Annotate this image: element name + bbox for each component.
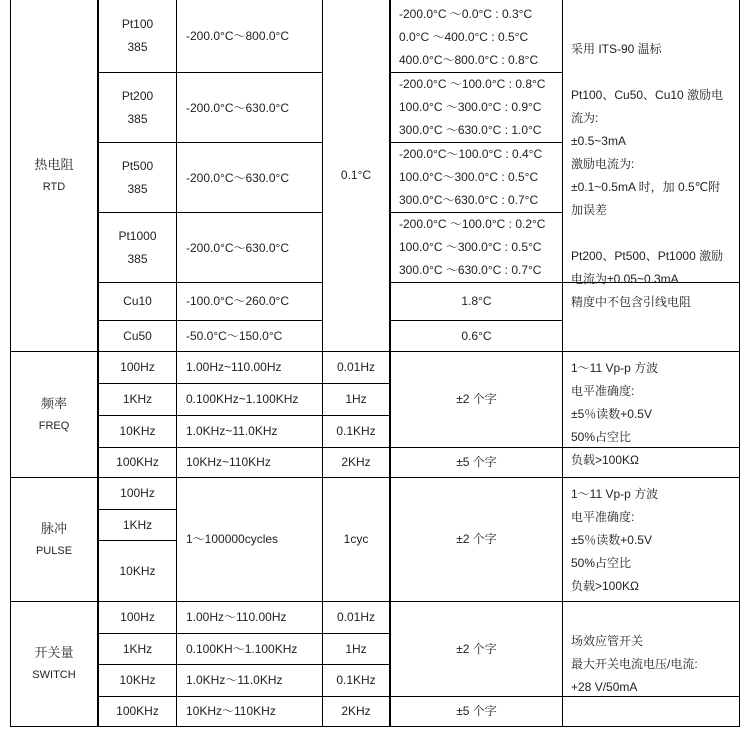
accuracy-line: 0.0°C ～400.0°C : 0.5°C xyxy=(399,30,529,44)
accuracy-line: 100.0°C ～300.0°C : 0.5°C xyxy=(399,240,542,254)
switch-range: 0.100KH～1.100KHz xyxy=(186,641,298,656)
rtd-type-cell xyxy=(99,155,176,201)
switch-resolution: 0.1KHz xyxy=(336,673,376,687)
category-name-en: FREQ xyxy=(38,419,70,432)
note-line: ±5％读数+0.5V xyxy=(571,533,652,547)
rtd-type-name: Pt1000 xyxy=(118,229,157,243)
freq-resolution: 0.01Hz xyxy=(336,360,376,374)
switch-accuracy: ±2 个字 xyxy=(456,641,497,656)
freq-accuracy: ±5 个字 xyxy=(456,455,497,469)
freq-type: 100Hz xyxy=(120,360,155,374)
pulse-note xyxy=(571,483,737,599)
category-rtd xyxy=(11,0,97,351)
rtd-range-cell: -200.0°C～630.0°C xyxy=(186,170,289,185)
note-line: 场效应管开关 xyxy=(571,633,644,648)
rtd-type-alpha: 385 xyxy=(127,40,148,54)
rtd-accuracy-cell xyxy=(399,3,562,72)
rtd-resolution: 0.1°C xyxy=(340,168,372,182)
rtd-type-name: Pt200 xyxy=(121,89,154,103)
rtd-range-cell: -200.0°C～800.0°C xyxy=(186,28,289,43)
category-name-en: SWITCH xyxy=(32,669,76,681)
rtd-type-alpha: 385 xyxy=(127,252,148,266)
rtd-note xyxy=(571,38,737,318)
note-line: ±0.5~3mA xyxy=(571,134,626,148)
note-line: 1～11 Vp-p 方波 xyxy=(571,487,659,501)
category-name-cn: 热电阻 xyxy=(34,156,74,172)
note-line: 最大开关电流电压/电流: xyxy=(571,656,698,671)
pulse-range: 1～100000cycles xyxy=(186,532,279,546)
rtd-accuracy-cell xyxy=(399,213,562,282)
category-name-cn: 频率 xyxy=(40,395,67,411)
switch-type: 100KHz xyxy=(116,704,159,718)
pulse-type: 100Hz xyxy=(120,486,155,500)
switch-resolution: 0.01Hz xyxy=(336,610,376,624)
rtd-accuracy-cell xyxy=(399,73,562,142)
freq-range: 1.00Hz~110.00Hz xyxy=(186,360,282,374)
pulse-type: 1KHz xyxy=(122,517,153,532)
freq-type: 1KHz xyxy=(122,392,153,406)
pulse-resolution: 1cyc xyxy=(343,532,369,546)
freq-resolution: 0.1KHz xyxy=(336,424,376,438)
note-line: 电流为±0.05~0.3mA xyxy=(571,272,679,286)
note-line: Pt100、Cu50、Cu10 激励电 xyxy=(571,88,724,102)
category-name-cn: 脉冲 xyxy=(40,520,67,536)
note-line xyxy=(571,222,737,245)
accuracy-line: 100.0°C～300.0°C : 0.5°C xyxy=(399,170,539,184)
switch-accuracy: ±5 个字 xyxy=(456,704,497,718)
rtd-type-cell xyxy=(99,85,176,131)
freq-type: 100KHz xyxy=(116,455,159,469)
freq-resolution: 2KHz xyxy=(341,455,371,469)
switch-range: 1.00Hz～110.00Hz xyxy=(186,610,287,624)
switch-type: 10KHz xyxy=(119,673,156,687)
switch-type: 100Hz xyxy=(120,610,155,624)
freq-accuracy: ±2 个字 xyxy=(456,392,497,406)
rtd-type-cell xyxy=(99,13,176,59)
rtd-type-name: Cu50 xyxy=(123,328,152,343)
note-line: 激励电流为: xyxy=(571,157,635,171)
pulse-type: 10KHz xyxy=(119,563,156,578)
freq-range: 1.0KHz~11.0KHz xyxy=(186,424,278,438)
rtd-type-name: Pt500 xyxy=(121,159,154,173)
note-line: 负载>100KΩ xyxy=(571,453,640,467)
note-line: 加误差 xyxy=(571,203,608,217)
accuracy-line: 300.0°C～630.0°C : 0.7°C xyxy=(399,193,539,207)
switch-range: 1.0KHz～11.0KHz xyxy=(186,673,283,687)
category-name-en: PULSE xyxy=(35,544,73,557)
category-name-cn: 开关量 xyxy=(34,645,74,660)
rtd-type-cell xyxy=(99,225,176,271)
category-switch xyxy=(11,602,97,726)
note-line: 采用 ITS-90 温标 xyxy=(571,42,662,56)
note-line: ±5％读数+0.5V xyxy=(571,407,652,421)
note-line xyxy=(571,61,737,84)
rtd-range-cell: -200.0°C～630.0°C xyxy=(186,100,289,115)
table-border-right xyxy=(739,0,740,727)
note-line: Pt200、Pt500、Pt1000 激励 xyxy=(571,249,724,263)
category-name-en: RTD xyxy=(42,180,66,193)
accuracy-line: 100.0°C ～300.0°C : 0.9°C xyxy=(399,100,542,114)
note-line: 负载>100KΩ xyxy=(571,579,640,593)
note-line: +28 V/50mA xyxy=(571,679,638,694)
table-border-bottom xyxy=(10,726,740,727)
rtd-range-cell: -50.0°C～150.0°C xyxy=(186,328,283,343)
switch-note xyxy=(571,602,737,726)
pulse-accuracy: ±2 个字 xyxy=(456,532,497,546)
switch-resolution: 2KHz xyxy=(341,704,371,718)
accuracy-line: -200.0°C ～100.0°C : 0.8°C xyxy=(399,77,546,91)
rtd-accuracy-cell: 1.8°C xyxy=(461,294,492,308)
rtd-type-alpha: 385 xyxy=(127,112,148,126)
freq-resolution: 1Hz xyxy=(345,392,367,406)
category-pulse xyxy=(11,478,97,601)
note-line: 电平准确度: xyxy=(571,384,635,398)
note-line: 50%占空比 xyxy=(571,556,632,570)
freq-range: 10KHz~110KHz xyxy=(186,455,271,469)
freq-range: 0.100KHz~1.100KHz xyxy=(186,392,299,406)
accuracy-line: -200.0°C～100.0°C : 0.4°C xyxy=(399,147,543,161)
note-line: 50%占空比 xyxy=(571,430,632,444)
accuracy-line: 400.0°C～800.0°C : 0.8°C xyxy=(399,53,539,67)
category-freq xyxy=(11,352,97,477)
rtd-type-name: Cu10 xyxy=(123,294,152,308)
switch-resolution: 1Hz xyxy=(345,641,367,656)
accuracy-line: 300.0°C ～630.0°C : 1.0°C xyxy=(399,123,542,137)
freq-note xyxy=(571,357,737,475)
accuracy-line: -200.0°C ～100.0°C : 0.2°C xyxy=(399,217,546,231)
rtd-range-cell: -100.0°C～260.0°C xyxy=(186,294,289,308)
rtd-range-cell: -200.0°C～630.0°C xyxy=(186,240,289,255)
switch-type: 1KHz xyxy=(122,641,153,656)
rtd-accuracy-cell xyxy=(399,143,562,212)
rtd-type-name: Pt100 xyxy=(121,17,154,31)
accuracy-line: 300.0°C ～630.0°C : 0.7°C xyxy=(399,263,542,277)
note-line: 流为: xyxy=(571,111,599,125)
note-line: 精度中不包含引线电阻 xyxy=(571,295,692,309)
table-divider-note xyxy=(562,0,563,727)
accuracy-line: -200.0°C ～0.0°C : 0.3°C xyxy=(399,7,533,21)
note-line: ±0.1~0.5mA 时，加 0.5℃附 xyxy=(571,180,721,194)
rtd-accuracy-cell: 0.6°C xyxy=(461,328,492,343)
note-line: 1～11 Vp-p 方波 xyxy=(571,361,659,375)
note-line: 电平准确度: xyxy=(571,510,635,524)
freq-type: 10KHz xyxy=(119,424,156,438)
rtd-type-alpha: 385 xyxy=(127,182,148,196)
switch-range: 10KHz～110KHz xyxy=(186,704,276,718)
